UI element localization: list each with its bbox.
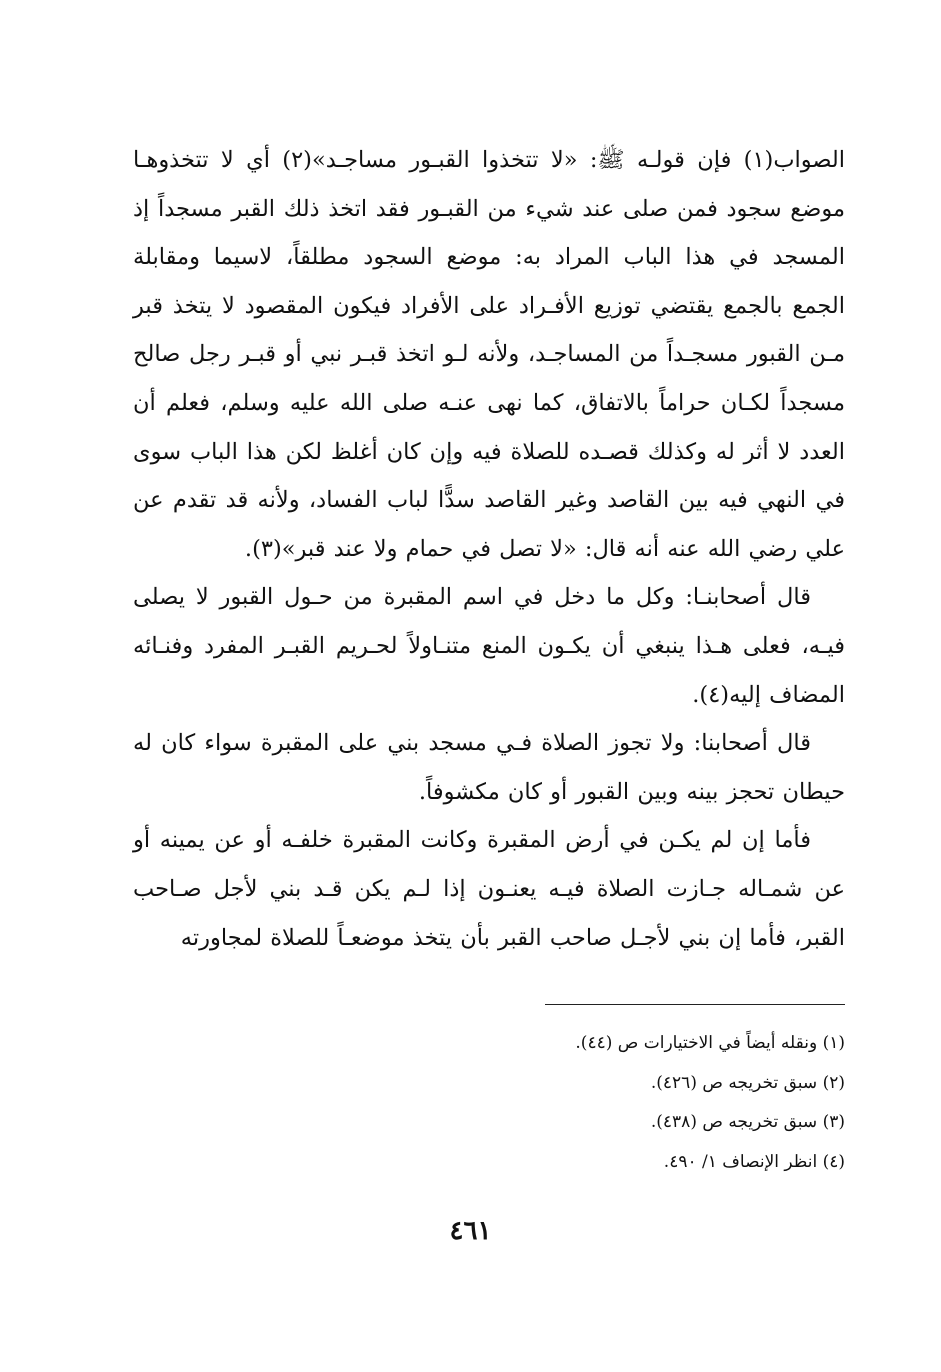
paragraph-3: قال أصحابنا: ولا تجوز الصلاة فـي مسجد بني على المقبرة سواء كان له حيطان تحجز بينه وبين القبور أو كان مكشوفاً.: [133, 730, 845, 805]
footnote-4: (٤) انظر الإنصاف ١/ ٤٩٠.: [663, 1151, 845, 1172]
paragraph-4: فأما إن لم يكـن في أرض المقبرة وكانت المقبرة خلفـه أو عن يمينه أو عن شمـاله جـازت الصلاة فيـه يعنـون إذا لـم يكن قـد بني لأجل صـاحب القبر، فأما إن بني لأجـل صاحب القبر بأن يتخذ موضعـاً للصلاة لمجاورته: [133, 827, 845, 951]
paragraph-1: الصواب(١) فإن قولـه ﷺ: «لا تتخذوا القبـور مساجـد»(٢) أي لا تتخذوهـا موضع سجود فمن صلى عند شيء من القبـور فقد اتخذ ذلك القبر مسجداً إذ المسجد في هذا الباب المراد به: موضع السجود مطلقاً، لاسيما ومقابلة الجمع بالجمع يقتضي توزيع الأفـراد على الأفراد فيكون المقصود لا يتخذ قبر مـن القبور مسجـداً من المساجـد، ولأنه لـو اتخذ قبـر نبي أو قبـر رجل صالح مسجداً لكـان حراماً بالاتفاق، كما نهى عنـه صلى الله عليه وسلم، فعلم أن العدد لا أثر له وكذلك قصـده للصلاة فيه وإن كان أغلظ لكن هذا الباب سوى في النهي فيه بين القاصد وغير القاصد سدًّا لباب الفساد، ولأنه قد تقدم عن علي رضي الله عنه أنه قال: «لا تصل في حمام ولا عند قبر»(٣).: [133, 147, 845, 562]
footnote-separator: [545, 1004, 845, 1005]
main-text: [133, 136, 845, 962]
footnote-2: (٢) سبق تخريجه ص (٤٢٦).: [650, 1072, 845, 1093]
footnotes: [133, 1024, 845, 1182]
paragraph-2: قال أصحابنـا: وكل ما دخل في اسم المقبرة من حـول القبور لا يصلى فيـه، فعلى هـذا ينبغي أن يكـون المنع متنـاولاً لحـريم القبـر المفرد وفنـائه المضاف إليه(٤).: [133, 584, 845, 708]
footnote-1: (١) ونقله أيضاً في الاختيارات ص (٤٤).: [575, 1033, 845, 1053]
footnote-3: (٣) سبق تخريجه ص (٤٣٨).: [650, 1112, 845, 1132]
page-number: ٤٦١: [449, 1216, 492, 1246]
